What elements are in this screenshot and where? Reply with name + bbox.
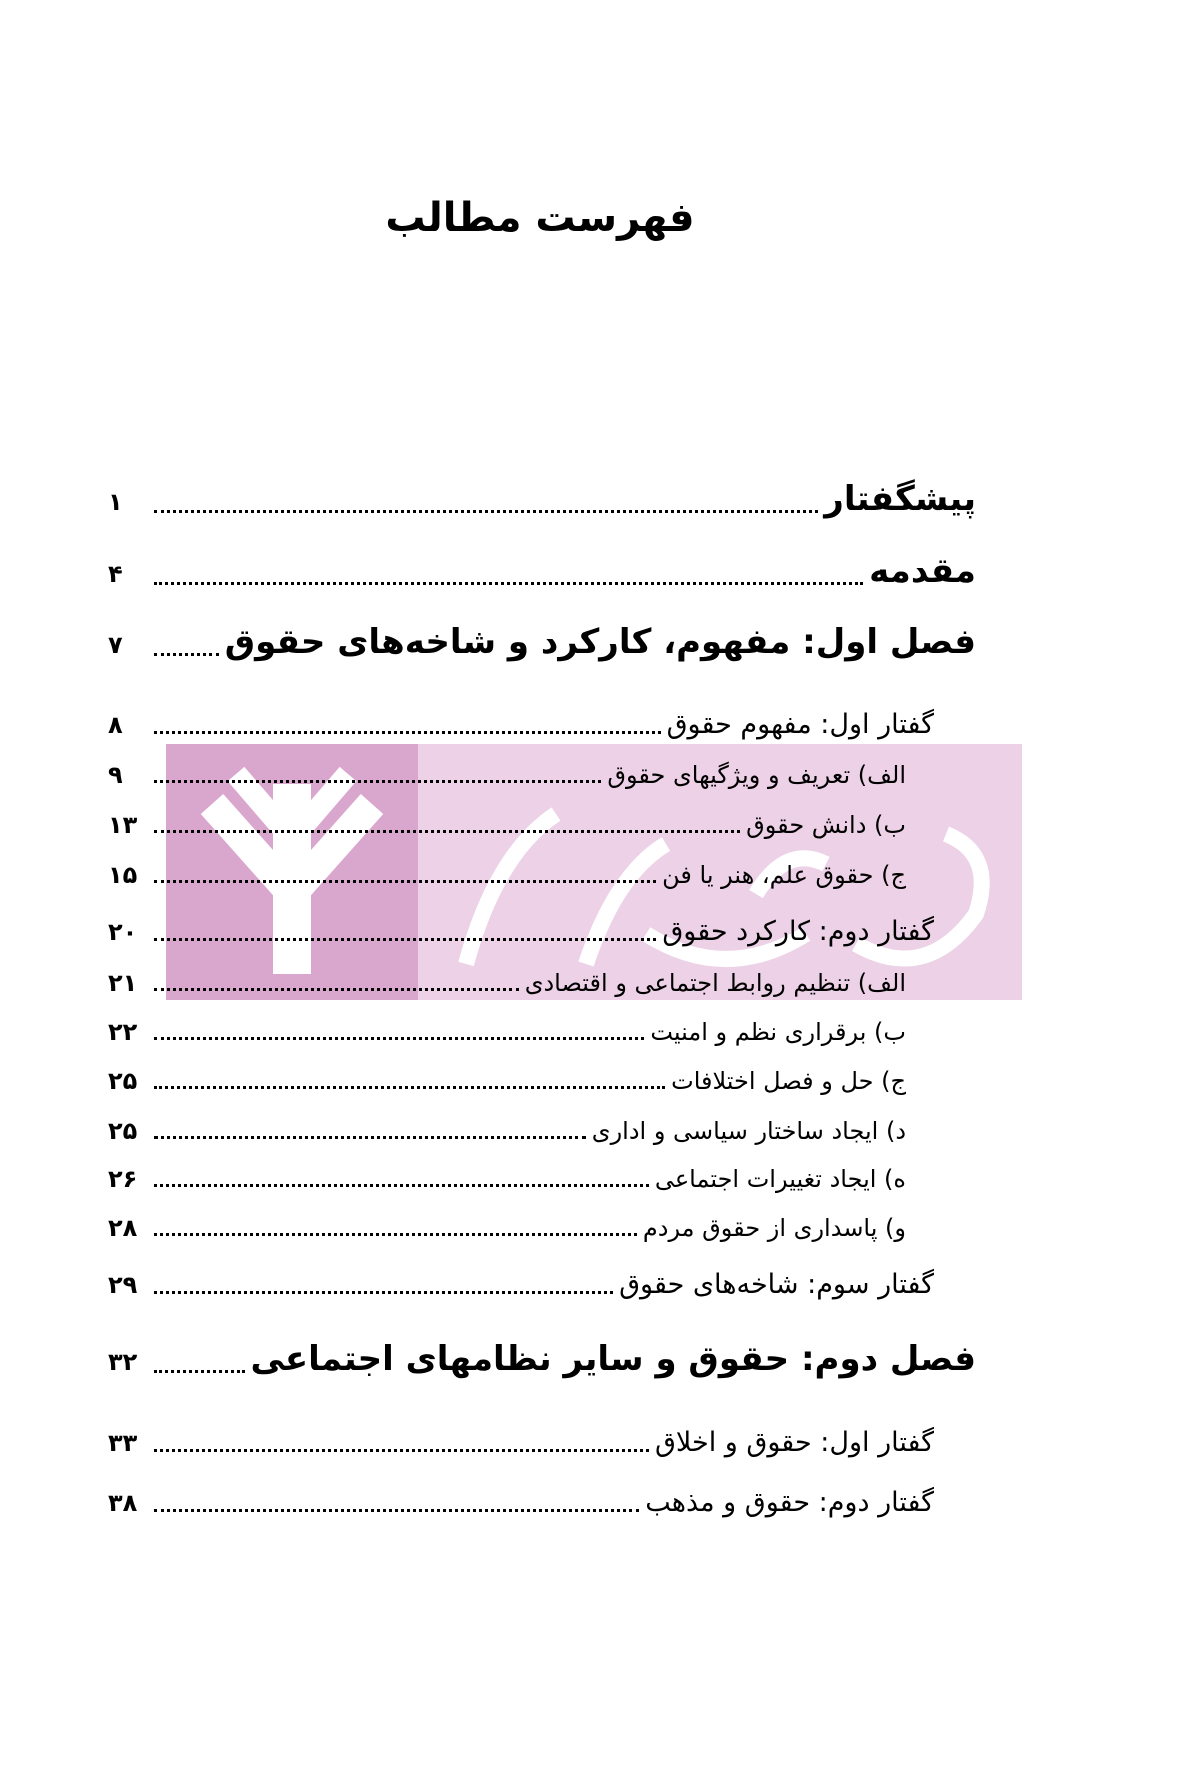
toc-page-number: ۱۳ — [108, 811, 138, 839]
toc-page-number: ۷ — [108, 631, 123, 659]
toc-page-number: ۲۹ — [108, 1271, 138, 1299]
toc-dot-leader — [154, 1037, 644, 1040]
toc-dot-leader — [154, 1184, 649, 1187]
toc-entry[interactable] — [108, 861, 906, 889]
toc-entry[interactable] — [108, 709, 934, 740]
toc-entry-title: ب) دانش حقوق — [746, 811, 906, 839]
toc-dot-leader — [154, 582, 863, 585]
toc-entry-title: گفتار سوم: شاخه‌های حقوق — [619, 1269, 934, 1300]
toc-entry[interactable] — [108, 1427, 934, 1458]
toc-entry[interactable] — [108, 479, 976, 519]
toc-entry-title: ه) ایجاد تغییرات اجتماعی — [654, 1165, 906, 1193]
toc-entry[interactable] — [108, 1165, 906, 1193]
toc-entry-title: گفتار دوم: حقوق و مذهب — [645, 1487, 934, 1518]
page-title: فهرست مطالب — [385, 195, 695, 241]
toc-entry[interactable] — [108, 1117, 906, 1145]
toc-dot-leader — [154, 988, 519, 991]
toc-entry-title: گفتار دوم: کارکرد حقوق — [662, 916, 934, 947]
toc-page-number: ۳۲ — [108, 1348, 138, 1376]
toc-entry-title: ج) حقوق علم، هنر یا فن — [662, 861, 906, 889]
toc-entry-title: و) پاسداری از حقوق مردم — [642, 1214, 906, 1242]
toc-entry-title: فصل دوم: حقوق و سایر نظامهای اجتماعی — [250, 1339, 976, 1379]
toc-entry-title: فصل اول: مفهوم، کارکرد و شاخه‌های حقوق — [224, 622, 976, 662]
toc-entry-title: د) ایجاد ساختار سیاسی و اداری — [591, 1117, 906, 1145]
toc-dot-leader — [154, 938, 656, 941]
toc-entry[interactable] — [108, 969, 906, 997]
toc-entry[interactable] — [108, 1339, 976, 1379]
toc-page-number: ۲۸ — [108, 1214, 138, 1242]
toc-page-number: ۲۲ — [108, 1018, 138, 1046]
toc-page-number: ۲۵ — [108, 1067, 138, 1095]
toc-entry-title: ج) حل و فصل اختلافات — [671, 1067, 906, 1095]
toc-page-number: ۱ — [108, 488, 123, 516]
toc-dot-leader — [154, 1233, 637, 1236]
toc-page-number: ۲۱ — [108, 969, 138, 997]
toc-entry[interactable] — [108, 1269, 934, 1300]
toc-dot-leader — [154, 510, 818, 513]
toc-dot-leader — [154, 1291, 613, 1294]
toc-entry[interactable] — [108, 811, 906, 839]
toc-entry-title: الف) تعریف و ویژگیهای حقوق — [607, 761, 906, 789]
toc-entry[interactable] — [108, 622, 976, 662]
toc-entry-title: مقدمه — [869, 551, 976, 591]
toc-page-number: ۸ — [108, 711, 123, 739]
toc-dot-leader — [154, 731, 661, 734]
toc-entry-title: پیشگفتار — [824, 479, 976, 519]
toc-entry[interactable] — [108, 761, 906, 789]
toc-dot-leader — [154, 1449, 649, 1452]
toc-page-number: ۲۵ — [108, 1117, 138, 1145]
toc-dot-leader — [154, 1086, 665, 1089]
toc-dot-leader — [154, 653, 219, 656]
toc-page-number: ۲۰ — [108, 918, 138, 946]
toc-dot-leader — [154, 830, 740, 833]
toc-page-number: ۲۶ — [108, 1165, 138, 1193]
toc-page-number: ۱۵ — [108, 861, 138, 889]
toc-entry[interactable] — [108, 551, 976, 591]
toc-entry-title: ب) برقراری نظم و امنیت — [650, 1018, 906, 1046]
toc-page-number: ۴ — [108, 560, 123, 588]
toc-dot-leader — [154, 1136, 586, 1139]
toc-entry[interactable] — [108, 916, 934, 947]
toc-entry[interactable] — [108, 1018, 906, 1046]
toc-page-number: ۳۸ — [108, 1489, 138, 1517]
toc-entry[interactable] — [108, 1214, 906, 1242]
toc-dot-leader — [154, 880, 656, 883]
toc-dot-leader — [154, 1509, 639, 1512]
toc-entry-title: الف) تنظیم روابط اجتماعی و اقتصادی — [524, 969, 906, 997]
toc-page-number: ۳۳ — [108, 1429, 138, 1457]
toc-entry-title: گفتار اول: مفهوم حقوق — [666, 709, 934, 740]
toc-entry[interactable] — [108, 1067, 906, 1095]
toc-page-number: ۹ — [108, 761, 123, 789]
toc-entry-title: گفتار اول: حقوق و اخلاق — [654, 1427, 934, 1458]
toc-entry[interactable] — [108, 1487, 934, 1518]
toc-dot-leader — [154, 780, 601, 783]
toc-dot-leader — [154, 1370, 245, 1373]
